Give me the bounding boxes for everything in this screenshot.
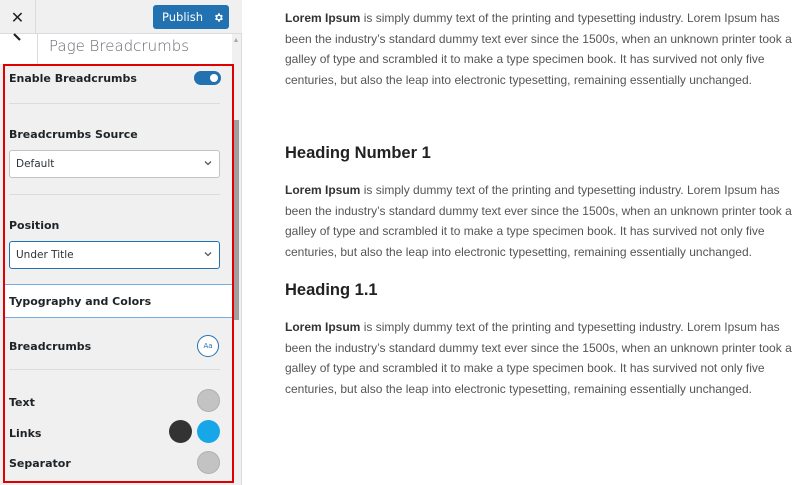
divider	[9, 369, 220, 370]
paragraph-bold: Lorem Ipsum	[285, 320, 361, 334]
paragraph	[285, 8, 808, 90]
scroll-up-arrow-icon[interactable]: ▲	[232, 36, 240, 44]
toggle-knob	[210, 74, 218, 82]
position-value: Under Title	[16, 249, 74, 261]
gear-icon	[213, 12, 224, 23]
close-icon: ✕	[10, 7, 25, 27]
paragraph-text: is simply dummy text of the printing and typesetting industry. Lorem Ipsum has been the industry’s standard dummy text ever since the 1500s, when an unknown printer took a galley of type and scrambled it to make a type specimen book. It has survived not only five centuries, but also the leap into electronic typesetting, remaining essentially unchanged.	[285, 11, 792, 87]
publish-button-group	[153, 5, 229, 29]
text-color-label: Text	[9, 396, 35, 409]
publish-settings-button[interactable]	[208, 5, 229, 29]
chevron-down-icon	[204, 160, 212, 166]
links-color-label: Links	[9, 427, 42, 440]
heading: Heading 1.1	[285, 281, 378, 299]
scrollbar-thumb[interactable]	[234, 120, 239, 320]
paragraph-bold: Lorem Ipsum	[285, 183, 361, 197]
links-hover-color-swatch[interactable]	[197, 420, 220, 443]
close-button[interactable]	[0, 0, 36, 34]
breadcrumbs-source-select[interactable]	[9, 150, 220, 178]
chevron-down-icon	[204, 251, 212, 257]
breadcrumbs-font-label: Breadcrumbs	[9, 340, 92, 353]
links-color-swatch[interactable]	[169, 420, 192, 443]
enable-breadcrumbs-label: Enable Breadcrumbs	[9, 72, 137, 85]
paragraph-bold: Lorem Ipsum	[285, 11, 361, 25]
typography-icon: Aa	[203, 342, 213, 350]
position-select[interactable]	[9, 241, 220, 269]
breadcrumbs-settings-panel	[3, 64, 234, 483]
section-title: Page Breadcrumbs	[49, 37, 190, 55]
divider	[9, 103, 220, 104]
separator-color-label: Separator	[9, 457, 71, 470]
customizer-sidebar	[0, 0, 242, 485]
position-label: Position	[9, 219, 60, 232]
paragraph	[285, 317, 808, 399]
chevron-left-icon	[12, 32, 22, 42]
separator-color-swatch[interactable]	[197, 451, 220, 474]
breadcrumbs-source-label: Breadcrumbs Source	[9, 128, 138, 141]
heading: Heading Number 1	[285, 144, 431, 162]
publish-button[interactable]: Publish	[162, 10, 203, 24]
paragraph	[285, 180, 808, 262]
section-header	[0, 34, 232, 64]
back-button[interactable]	[0, 34, 38, 64]
typography-colors-heading: Typography and Colors	[9, 295, 152, 308]
font-settings-button[interactable]	[197, 335, 219, 357]
text-color-swatch[interactable]	[197, 389, 220, 412]
enable-breadcrumbs-toggle[interactable]	[194, 71, 221, 85]
divider	[9, 194, 220, 195]
paragraph-text: is simply dummy text of the printing and typesetting industry. Lorem Ipsum has been the industry’s standard dummy text ever since the 1500s, when an unknown printer took a galley of type and scrambled it to make a type specimen book. It has survived not only five centuries, but also the leap into electronic typesetting, remaining essentially unchanged.	[285, 320, 792, 396]
paragraph-text: is simply dummy text of the printing and typesetting industry. Lorem Ipsum has been the industry’s standard dummy text ever since the 1500s, when an unknown printer took a galley of type and scrambled it to make a type specimen book. It has survived not only five centuries, but also the leap into electronic typesetting, remaining essentially unchanged.	[285, 183, 792, 259]
breadcrumbs-source-value: Default	[16, 158, 55, 170]
customizer-topbar	[0, 0, 242, 34]
typography-colors-section[interactable]	[3, 284, 234, 318]
